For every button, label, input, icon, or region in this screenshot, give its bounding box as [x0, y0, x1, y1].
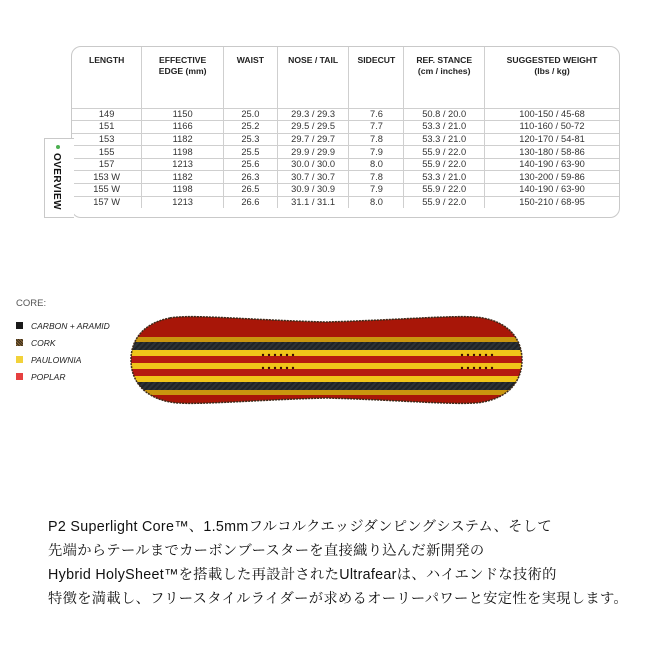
table-row [72, 171, 619, 184]
cork-swatch-icon [16, 339, 23, 346]
legend-label: PAULOWNIA [31, 354, 82, 365]
table-cell: 30.9 / 30.9 [277, 184, 349, 197]
table-cell: 25.0 [224, 108, 278, 121]
header-nose-tail: NOSE / TAIL [277, 47, 349, 108]
table-row [72, 133, 619, 146]
table-cell: 1198 [142, 184, 224, 197]
table-cell: 1213 [142, 158, 224, 171]
table-cell: 29.9 / 29.9 [277, 146, 349, 159]
table-cell: 31.1 / 31.1 [277, 196, 349, 208]
legend-item-carbon-aramid [16, 318, 110, 333]
table-cell: 151 [72, 121, 142, 134]
table-cell: 110-160 / 50-72 [485, 121, 619, 134]
table-cell: 25.2 [224, 121, 278, 134]
carbon-aramid-swatch-icon [16, 322, 23, 329]
core-legend-title: CORE: [16, 298, 47, 309]
table-row [72, 158, 619, 171]
table-cell: 8.0 [349, 158, 404, 171]
legend-item-paulownia [16, 352, 110, 367]
table-cell: 55.9 / 22.0 [404, 146, 485, 159]
table-cell: 55.9 / 22.0 [404, 196, 485, 208]
product-description [48, 515, 648, 611]
table-cell: 25.5 [224, 146, 278, 159]
core-legend [16, 298, 110, 386]
table-cell: 120-170 / 54-81 [485, 133, 619, 146]
table-cell: 30.7 / 30.7 [277, 171, 349, 184]
description-line: 特徴を満載し、フリースタイルライダーが求めるオーリーパワーと安定性を実現します。 [48, 591, 629, 607]
table-cell: 155 W [72, 184, 142, 197]
table-cell: 55.9 / 22.0 [404, 158, 485, 171]
table-cell: 100-150 / 45-68 [485, 108, 619, 121]
table-cell: 157 [72, 158, 142, 171]
spec-table-body [72, 108, 619, 208]
table-cell: 29.7 / 29.7 [277, 133, 349, 146]
table-cell: 140-190 / 63-90 [485, 158, 619, 171]
table-cell: 157 W [72, 196, 142, 208]
overview-tab-label: OVERVIEW [51, 153, 62, 210]
spec-table-header-row [72, 47, 619, 108]
header-effective-edge: EFFECTIVE EDGE (mm) [142, 47, 224, 108]
table-cell: 7.7 [349, 121, 404, 134]
header-length: LENGTH [88, 55, 125, 65]
poplar-swatch-icon [16, 373, 23, 380]
legend-label: POPLAR [31, 371, 66, 382]
table-cell: 30.0 / 30.0 [277, 158, 349, 171]
table-cell: 26.5 [224, 184, 278, 197]
description-line: Hybrid HolySheet™を搭載した再設計されたUltrafearは、ハイエンドな技術的 [48, 567, 557, 583]
legend-label: CORK [31, 337, 56, 348]
table-row [72, 121, 619, 134]
table-cell: 50.8 / 20.0 [404, 108, 485, 121]
table-cell: 1166 [142, 121, 224, 134]
table-row [72, 108, 619, 121]
table-row [72, 184, 619, 197]
table-cell: 53.3 / 21.0 [404, 133, 485, 146]
table-cell: 29.3 / 29.3 [277, 108, 349, 121]
table-cell: 55.9 / 22.0 [404, 184, 485, 197]
table-cell: 130-180 / 58-86 [485, 146, 619, 159]
table-cell: 26.6 [224, 196, 278, 208]
table-cell: 155 [72, 146, 142, 159]
table-cell: 153 W [72, 171, 142, 184]
table-cell: 153 [72, 133, 142, 146]
spec-table-container [71, 46, 620, 218]
table-cell: 7.9 [349, 184, 404, 197]
table-cell: 1198 [142, 146, 224, 159]
table-cell: 7.8 [349, 171, 404, 184]
legend-item-poplar [16, 369, 110, 384]
table-cell: 53.3 / 21.0 [404, 121, 485, 134]
table-cell: 149 [72, 108, 142, 121]
snowboard-core-image [130, 310, 523, 410]
table-cell: 130-200 / 59-86 [485, 171, 619, 184]
legend-item-cork [16, 335, 110, 350]
legend-label: CARBON + ARAMID [31, 320, 110, 331]
table-cell: 25.6 [224, 158, 278, 171]
table-cell: 1182 [142, 133, 224, 146]
table-cell: 1150 [142, 108, 224, 121]
table-cell: 140-190 / 63-90 [485, 184, 619, 197]
paulownia-swatch-icon [16, 356, 23, 363]
table-cell: 7.8 [349, 133, 404, 146]
table-cell: 53.3 / 21.0 [404, 171, 485, 184]
table-cell: 25.3 [224, 133, 278, 146]
table-cell: 7.6 [349, 108, 404, 121]
table-cell: 150-210 / 68-95 [485, 196, 619, 208]
table-row [72, 146, 619, 159]
status-dot-icon [56, 145, 60, 149]
table-cell: 8.0 [349, 196, 404, 208]
description-line: 先端からテールまでカーボンブースターを直接織り込んだ新開発の [48, 543, 485, 559]
description-line: P2 Superlight Core™、1.5mmフルコルクエッジダンピングシステム、そして [48, 519, 552, 535]
table-cell: 29.5 / 29.5 [277, 121, 349, 134]
header-sidecut: SIDECUT [349, 47, 404, 108]
spec-table [72, 47, 619, 208]
overview-tab[interactable] [44, 138, 74, 218]
table-cell: 26.3 [224, 171, 278, 184]
table-cell: 1213 [142, 196, 224, 208]
header-waist: WAIST [224, 47, 278, 108]
header-ref-stance: REF. STANCE (cm / inches) [404, 47, 485, 108]
table-row [72, 196, 619, 208]
header-suggested-weight: SUGGESTED WEIGHT (lbs / kg) [485, 47, 619, 108]
table-cell: 7.9 [349, 146, 404, 159]
table-cell: 1182 [142, 171, 224, 184]
